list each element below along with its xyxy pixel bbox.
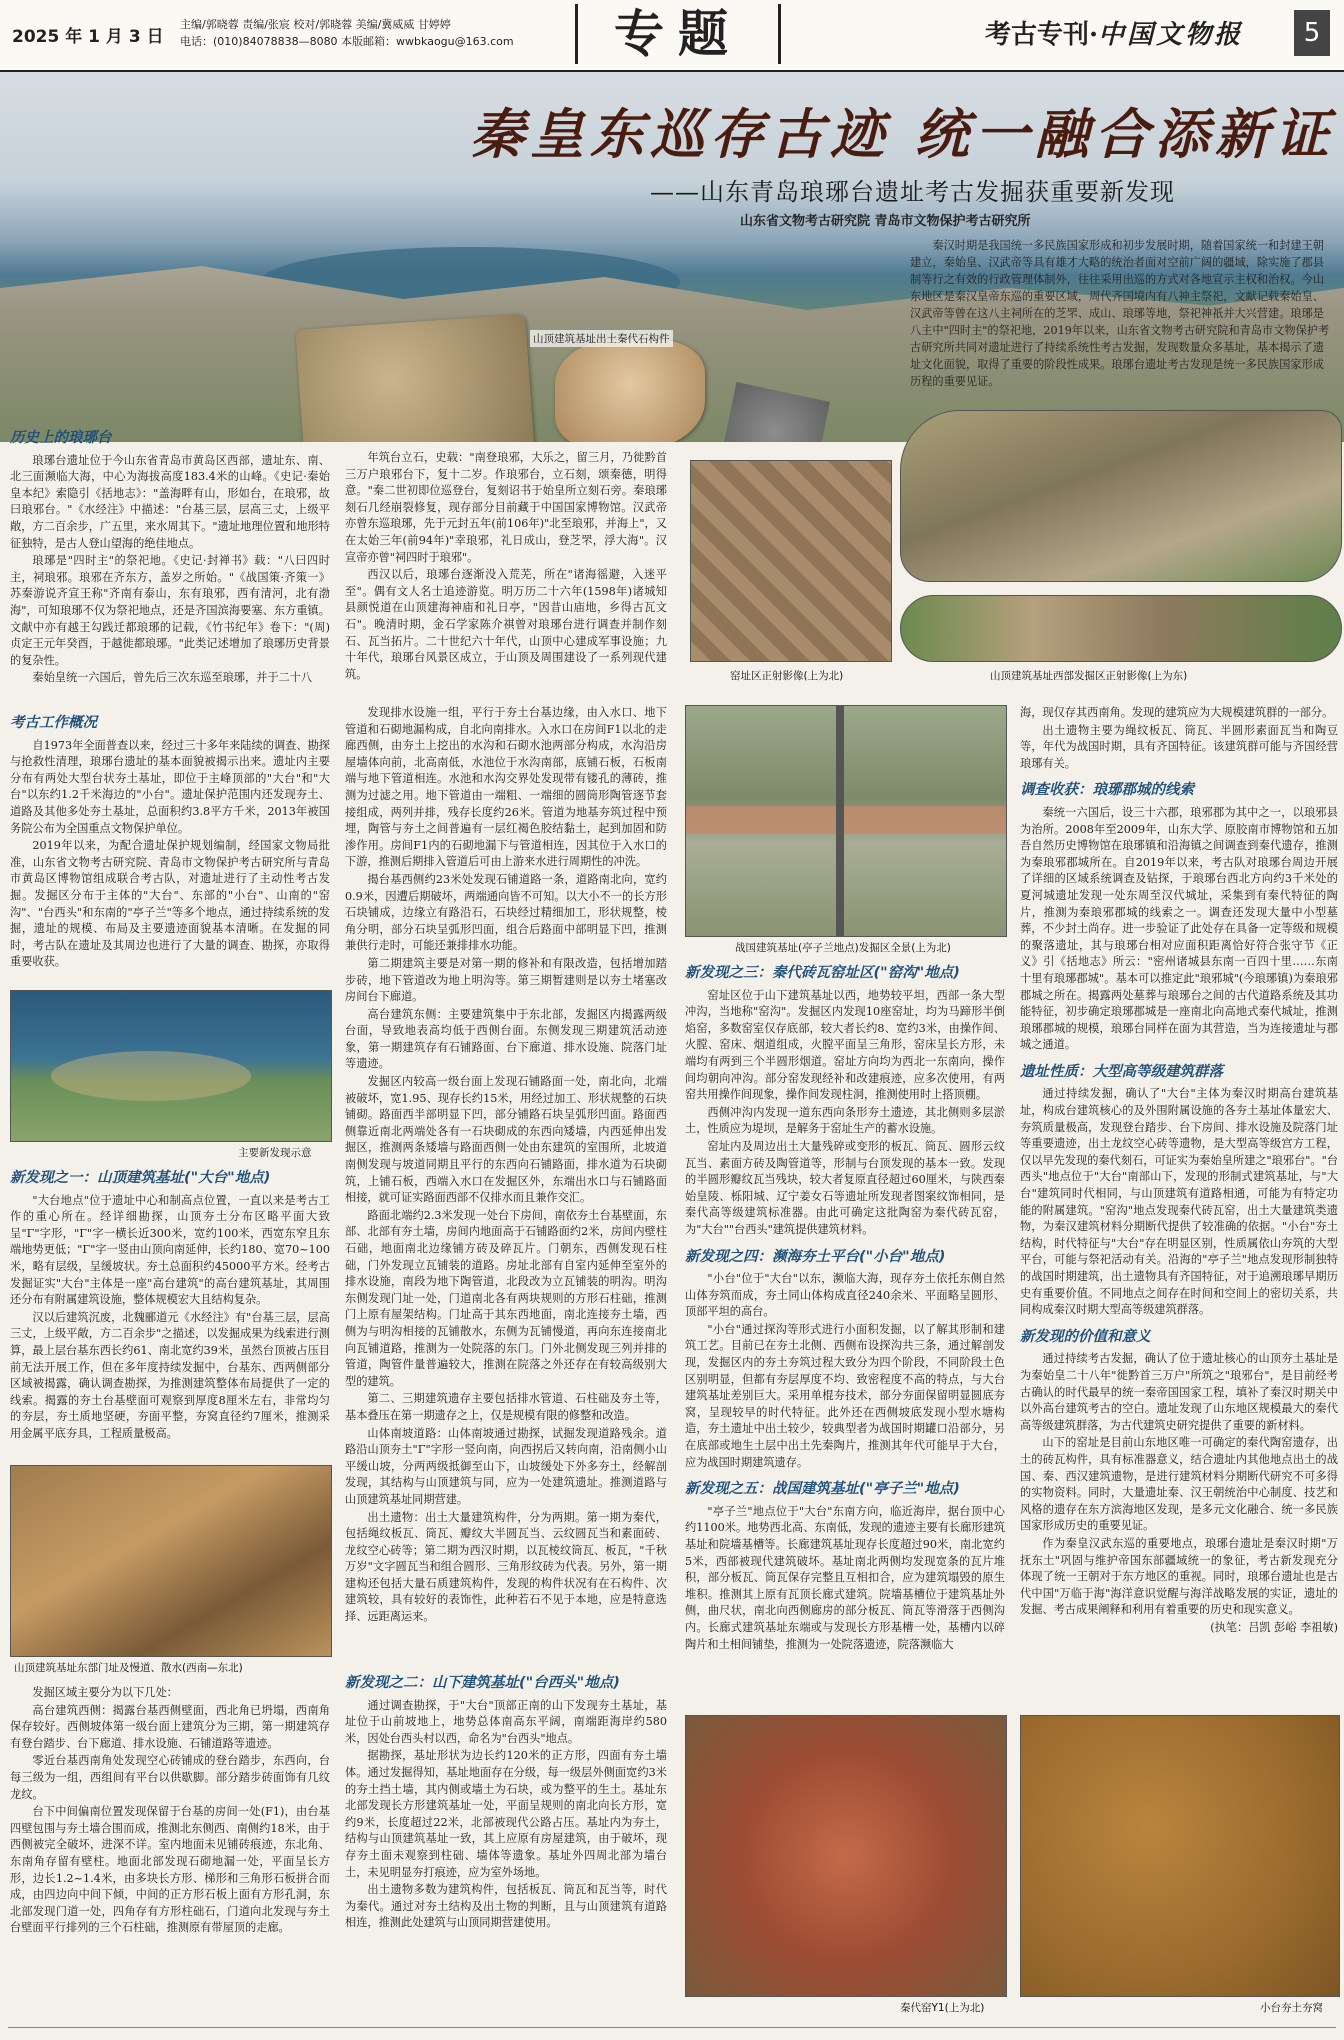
xiaotai-rammed-earth-photo (1020, 1715, 1340, 1997)
paragraph: 高台建筑东侧：主要建筑集中于东北部，发掘区内揭露两级台面，导致地表高均低于西侧台面。东侧发现三期建筑活动迹象，第一期建筑存有石铺路面、台下廊道、排水设施、院落门址等遗迹。 (345, 1007, 667, 1071)
west-excavation-photo-2 (900, 595, 1342, 662)
paragraph: 山下的窑址是目前山东地区唯一可确定的秦代陶窑遗存，出土的砖瓦构件，具有标准器意义，结合遗址内其他地点出土的战国、秦、西汉建筑遗物，是进行建筑材料分期断代研究不可多得的实物资料。同时，大量遗址秦、汉王朝统治中心制度、技艺和风格的遗存在东方滨海地区发现，是多元文化融合、统一多民族国家形成历史的重要见证。 (1020, 1436, 1338, 1533)
paragraph: "小台"通过探沟等形式进行小面积发掘，以了解其形制和建筑工艺。目前已在夯土北侧、西侧布设探沟共三条，通过解剖发现，发掘区内的夯土夯筑过程大致分为四个阶段，不同阶段土色区别明显，但都有夯层厚度不均、致密程度不高的特点，与大台建筑基址差别巨大。采用单棍夯技术，部分夯面保留明显圆底夯窝，呈现较早的时代特征。此外还在西侧坡底发现小型水塘构造，夯土遗址中出土较少，较典型者为战国时期罐口沿部分，另在底部或地生土层中出土先秦陶片，推测其年代可能早于大台，应为战国时期建筑遗存。 (685, 1322, 1005, 1469)
headline: 秦皇东巡存古迹 统一融合添新证 (470, 102, 1335, 166)
heading-new5: 新发现之五：战国建筑基址("亭子兰"地点) (685, 1481, 960, 1498)
paragraph: 窑址内及周边出土大量残碎或变形的板瓦、筒瓦、圆形云纹瓦当、素面方砖及陶管道等，形制与台顶发现的基本一致。发现的半圆形瓣纹瓦当残块，较大者复原直径超过60厘米，与陕西秦始皇陵、栎阳城、辽宁姜女石等遗址所发现者图案纹饰相同，是秦代高等级建筑标准器。由此可确定这批陶窑为秦代砖瓦窑，为"大台""台西头"建筑提供建筑材料。 (685, 1139, 1005, 1236)
paragraph: 高台建筑西侧：揭露台基西侧壁面，西北角已坍塌，西南角保存较好。西侧坡体第一级台面上建筑分为三期，第一期建筑存有登台踏步、台下廊道、排水设施、石铺道路等遗迹。 (10, 1703, 330, 1750)
heading-work: 考古工作概况 (10, 715, 97, 731)
special-edition-label: 考古专刊· (985, 20, 1099, 50)
paragraph: 海，现仅存其西南角。发现的建筑应为大规模建筑群的一部分。 (1020, 706, 1334, 719)
column-1 (10, 420, 330, 710)
byline: (执笔：吕凯 彭峪 李祖敏) (1210, 1620, 1338, 1634)
caption-east-gate: 山顶建筑基址东部门址及慢道、散水(西南—东北) (14, 1662, 243, 1674)
masthead-brand (985, 14, 1243, 51)
paragraph: 揭台基西侧约23米处发现石铺道路一条，道路南北向，宽约0.9米，因遭后期破坏，两端通向皆不可知。以大小不一的长方形石块铺成，边缘立有路沿石，石块经过精细加工，形状规整，棱角分明，部分石块呈弧形凹面，组合后路面中部明显下凹，推测兼供行走时，可能还兼排排水功能。 (345, 872, 667, 953)
paragraph: 发现排水设施一组，平行于夯土台基边缘，由入水口、地下管道和石砌地漏构成，自北向南排水。入水口在房间F1以北的走廊西侧，由夯土上挖出的水沟和石砌水池两部分构成，水沟沿房屋墙体向前，北高南低，水池位于水沟南部，底铺石板，石板南端与地下管道相连。水池和水沟交界处发现带有镂孔的薄砖，推测为过滤之用。地下管道由一端粗、一端细的圆筒形陶管逐节套接组成，两列并排，残存长度约26米。管道为地基夯筑过程中预埋，陶管与夯土之间普遍有一层红褐色胶结黏土，起到加固和防渗作用。房间F1内的石砌地漏下与管道相连，因其位于入水口的下游，推测后期排入管道后可由上游来水进行周期性的冲洗。 (345, 706, 667, 869)
masthead (0, 0, 1344, 73)
paragraph: 秦统一六国后，设三十六郡，琅邪郡为其中之一，以琅邪县为治所。2008年至2009年，山东大学、原胶南市博物馆和五加吾自然历史博物馆在琅琊镇和沿海镇之间调查到秦代遗存，推测为秦琅邪郡城所在。自2019年以来，考古队对琅琊台周边开展了详细的区域系统调查及钻探，于琅琊台西北方向约3千米处的夏河城遗址发现一处东周至汉代城址，采集到有秦代特征的陶片，推测为秦琅邪郡城的线索之一。调查还发现大量中小型墓葬，不少封土尚存。进一步验证了此处存在具备一定等级和规模的聚落遗址，其与琅琊台相对应面积距离恰好符合张守节《正义》引《括地志》所云："密州诸城县东南一百四十里……东南十里有琅琊郡城"。基本可以推定此"琅邪城"(今琅琊镇)为秦琅邪郡城之所在。揭露两处墓葬与琅琊台之间的古代道路系统及其功能特征，初步确定琅琊郡城是一座南北向高地式秦代城址，推测琅琊郡城的规模，琅琊台同样在面为其营造，当为连接遗址与郡城之通道。 (1020, 805, 1338, 1052)
column-1-new1 (10, 1160, 330, 1460)
paragraph: 秦始皇统一六国后，曾先后三次东巡至琅琊，并于二十八 (32, 671, 313, 685)
footer-rule (8, 2027, 1336, 2028)
west-excavation-photo-1 (900, 410, 1342, 582)
paragraph: 发掘区域主要分为以下几处： (32, 1686, 178, 1699)
paragraph: 汉以后建筑沉废，北魏郦道元《水经注》有"台基三层，层高三丈，上级平敞，方二百余步"之描述，以发掘成果为线索进行测算，最上层台基东西长约61、南北宽约39米，虽然台顶被占压目前无法开展工作，但在多年度持续发掘中，台基东、西两侧部分区域被揭露，确认调查勘探，为推测建筑整体布局提供了一定的线索。揭露的夯土台基壁面可观察到厚度8厘米左右，非常均匀的夯层，夯土质地坚硬，夯面平整，夯窝直径约7厘米，推测采用金属平底夯具，工程质量极高。 (10, 1310, 330, 1440)
newspaper-name: 中国文物报 (1098, 20, 1244, 50)
paragraph: 发掘区内较高一级台面上发现石铺路面一处，南北向，北端被破坏，宽1.95、现存长约15米，用经过加工、形状规整的石块铺砌。路面西半部明显下凹，部分铺路石块呈弧形凹面。路面西侧靠近南北两端处各有一石块砌成的东西向矮墙，内西延伸出发掘区，推测两条矮墙与路面西侧一处由东建筑的室围所，北坡道南侧发现与坡道同期且平行的东西向石铺路面，排水道为石块砌筑，上铺石板，西端入水口在发掘区外，东端出水口与石铺路面相接，就可证实路面西部不仅排水而且兼作交汇。 (345, 1075, 667, 1205)
paragraph: 第二期建筑主要是对第一期的修补和有限改造，包括增加踏步砖，地下管道改为地上明沟等。第三期暂建则是以夯土堵塞改房间台下廊道。 (345, 956, 667, 1004)
paragraph: 第二、三期建筑遗存主要包括排水管道、石柱础及夯土等，基本叠压在第一期遗存之上，仅是规模有限的修整和改造。 (345, 1392, 667, 1422)
paragraph: 窑址区位于山下建筑基址以西，地势较平坦，西部一条大型冲沟，当地称"窑沟"。发掘区内发现10座窑址，均为马蹄形半倒焰窑，多数窑室仅存底部，较大者长约8、宽约3米，由操作间、火膛、窑床、烟道组成，火膛平面呈三角形，窑床呈长方形，未端均有两到三个半圆形烟道。窑址方向均为西北一东南向，操作间均朝向冲沟。部分窑发现经补和改建痕迹，应多次使用，有两窑共用操作间现象，操作间发现柱洞，推测使用时上搭顶棚。 (685, 988, 1005, 1102)
heading-history: 历史上的琅琊台 (10, 430, 112, 446)
caption-stone-component: 山顶建筑基址出土秦代石构件 (530, 330, 673, 347)
column-2-new2 (345, 1665, 667, 2020)
caption-site-map: 主要新发现示意 (238, 1147, 312, 1159)
paragraph: 出土遗物：出土大量建筑构件，分为两期。第一期为秦代，包括绳纹板瓦、筒瓦、瓣纹大半圆瓦当、云纹圆瓦当和素面砖、龙纹空心砖等；第二期为西汉时期，以瓦棱纹筒瓦、板瓦，"千秋万岁"文字圆瓦当和组合圆形、三角形纹砖为代表。另外，第一期建构还包括大量石质建筑构件，发现的构件状况有在石构件、次建筑较，具有较好的表饰性，此种若石不见于本地，应是特意选择、远距离运来。 (345, 1510, 667, 1624)
paragraph: 年筑台立石，史载："南登琅邪，大乐之，留三月，乃徙黔首三万户琅邪台下，复十二岁。作琅邪台，立石刻，颂秦德，明得意。"秦二世初即位巡登台，复刻诏书于始皇所立刻石旁。秦琅琊刻石几经崩裂修复，现存部分目前藏于中国国家博物馆。汉武帝亦曾东巡琅琊，先于元封五年(前106年)"北至琅邪，并海上"，又在太始三年(前94年)"幸琅邪，礼日成山，登芝罘，浮大海"。汉宣帝亦曾"祠四时于琅邪"。 (345, 451, 667, 564)
paragraph: 西汉以后，琅琊台逐渐没入荒芜，所在"诸海徭避，入迷平至"。偶有文人名士追迹游览。明万历二十六年(1598年)诸城知县颜悦道在山顶建海神庙和礼日亭，"因昔山庙地，乡得古瓦文石"。晚清时期，金石学家陈介祺曾对琅琊台进行调查并制作刻石、瓦当拓片。二十世纪六十年代，山顶中心建成军事设施；九十年代，琅琊台风景区成立，于山顶及周围建设了一系列现代建筑。 (345, 568, 667, 681)
paragraph: 路面北端约2.3米发现一处台下房间，南依夯土台基壁面，东部、北部有夯土墙，房间内地面高于石铺路面约2米，房间内壁柱石础，地面南北边缘铺方砖及碎瓦片。门朝东，西侧发现石柱础，门外发现立瓦铺装的道路。房址北部有自室内延伸至室外的排水设施，南段为地下陶管道，北段改为立瓦铺装的明沟。明沟东侧发现门址一处，门道南北各有两块规则的方形石柱础，推测门上原有屋架结构。门址高于其东西地面，南北连接夯土墙，西侧为与明沟相接的瓦铺散水，东侧为瓦铺慢道，再向东连接南北向瓦铺道路，推测为一处院落的东门。门外北侧发现三列并排的管道，陶管件量普遍较大，推测在院落之外还存在有较高级别大型的建筑。 (345, 1208, 667, 1388)
heading-new3: 新发现之三：秦代砖瓦窑址区("窑沟"地点) (685, 965, 960, 981)
heading-survey: 调查收获：琅琊郡城的线索 (1020, 782, 1194, 799)
heading-nature: 遗址性质：大型高等级建筑群落 (1020, 1063, 1223, 1080)
paragraph: 琅琊台遗址位于今山东省青岛市黄岛区西部，遗址东、南、北三面濒临大海，中心为海拔高度183.4米的山峰。《史记·秦始皇本纪》索隐引《括地志》："盖海畔有山，形如台，在琅邪，故曰琅邪台。"《水经注》中描述："台基三层，层高三丈，上级平敞，方二百余步，广五里，来水周其下。"遗址地理位置和地形特征独特，是古人登山望海的绝佳地点。 (10, 453, 330, 550)
caption-kiln-ortho: 窑址区正射影像(上为北) (730, 670, 844, 682)
column-2 (345, 705, 667, 1665)
staff-line-1: 主编/郭晓蓉 责编/张宸 校对/郭晓蓉 美编/冀威威 甘婷婷 (180, 18, 451, 31)
column-1-bottom (10, 1685, 330, 2015)
section-title: 专题 (575, 4, 781, 64)
site-map-photo (10, 990, 332, 1142)
paragraph: 通过持续考古发掘，确认了位于遗址核心的山顶夯土基址是为秦始皇二十八年"徙黔首三万户"所筑之"琅邪台"，是目前经考古确认的时代最早的统一秦帝国国家工程，填补了秦汉时期关中以外高台建筑考古的空白。遗址发现了山东地区规模最大的秦代高等级建筑群落，为古代建筑史研究提供了重要的新材料。 (1020, 1352, 1338, 1432)
hero-aerial-photo (0, 72, 1344, 442)
paragraph: 自1973年全面普查以来，经过三十多年来陆续的调查、勘探与抢救性清理，琅琊台遗址的基本面貌被揭示出来。遗址内主要分布有两处大型台状夯土基址，即位于主峰顶部的"大台"和"大台"以东约1.2千米海边的"小台"。遗址保护范围内还发现夯土、道路及其他多处夯土基址，总面积约3.8平方千米，2013年被国务院公布为全国重点文物保护单位。 (10, 738, 330, 835)
paragraph: 出土遗物主要为绳纹板瓦、筒瓦、半圆形素面瓦当和陶豆等，年代为战国时期，具有齐国特征。该建筑群可能与齐国经营琅琊有关。 (1020, 723, 1338, 770)
paragraph: 通过持续发掘，确认了"大台"主体为秦汉时期高台建筑基址，构成台建筑核心的及外围附属设施的各夯土基址体量宏大、夯筑质量极高，发现登台踏步、台下房间、排水设施及院落门址等重要遗迹，出土龙纹空心砖等遗物，是大型高等级宫方工程，仅以早先发现的秦代刻石，可证实为秦始皇所建之"琅邪台"。"台西头"地点位于"大台"南部山下，发现的形制式建筑基址，与"大台"建筑同时代相同，与山顶建筑有道路相通，可能为有特定功能的附属建筑。"窑沟"地点发现秦代砖瓦窑，出土大量建筑类遗物，为秦汉建筑材料分期断代提供了较准确的依据。"小台"夯土结构，时代特征与"大台"存在明显区别，性质属依山夯筑的大型平台，可能与祭祀活动有关。沿海的"亭子兰"地点发现形制独特的战国时期建筑，出土遗物具有齐国特征，对于追溯琅琊早期历史有重要价值。不同地点之间存在时间和空间上的密切关系，共同构成秦汉时期大型高等级建筑群落。 (1020, 1087, 1338, 1317)
subheadline: ——山东青岛琅琊台遗址考古发掘获重要新发现 (650, 178, 1175, 206)
heading-new4: 新发现之四：濒海夯土平台("小台"地点) (685, 1248, 946, 1265)
paragraph: 据勘探，基址形状为边长约120米的正方形，四面有夯土墙体。通过发掘得知，基址地面存在分级，每一级层外侧面宽约3米的夯土挡土墙，其内侧或墙土为石块，或为整平的生土。基址东北部发现长方形建筑基址一处，平面呈规则的南北向长方形，宽约9米，长度超过22米，北部被现代公路占压。基址内为夯土，结构与山顶建筑基址一致，其上应原有房屋建筑，由于破坏，现存夯土面未观察到柱础、墙体等遗象。基址外四周北部为墙台土，未见明显夯打痕迹，应为室外场地。 (345, 1749, 667, 1879)
issue-date: 2025 年 1 月 3 日 (12, 27, 164, 47)
heading-new1: 新发现之一：山顶建筑基址("大台"地点) (10, 1170, 271, 1186)
heading-value: 新发现的价值和意义 (1020, 1328, 1151, 1345)
paragraph: 琅琊是"四时主"的祭祀地。《史记·封禅书》载："八曰四时主，祠琅邪。琅邪在齐东方，盖岁之所始。"《战国策·齐策一》苏秦游说齐宣王称"齐南有泰山，东有琅邪，西有清河，北有渤海"，可知琅琊不仅为祭祀地点，还是齐国滨海要塞、东方重镇。文献中亦有越王勾践迁都琅琊的记载，《竹书纪年》卷下："(周)贞定王元年癸酉，于越徙都琅琊。"此类记述增加了琅琊历史背景的复杂性。 (10, 554, 330, 667)
column-2-top (345, 450, 667, 690)
caption-tingzilan: 战国建筑基址(亭子兰地点)发掘区全景(上为北) (735, 942, 951, 954)
caption-kiln-y1: 秦代窑Y1(上为北) (900, 2002, 985, 2014)
kiln-y1-photo (685, 1715, 1007, 1997)
staff-line-2: 电话：(010)84078838—8080 本版邮箱：wwbkaogu@163.com (180, 35, 514, 48)
east-gate-photo (10, 1465, 332, 1657)
paragraph: 作为秦皇汉武东巡的重要地点，琅琊台遗址是秦汉时期"万抚东土"巩固与维护帝国东部疆域统一的象征，考古新发现充分体现了统一王朝对于东方地区的重视。同时，琅琊台遗址也是古代中国"万临于海"海洋意识觉醒与海洋战略发展的实证，遗址的发掘、考古成果阐释和利用有着重要的历史和现实意义。 (1020, 1536, 1338, 1617)
paragraph: "亭子兰"地点位于"大台"东南方向，临近海岸，据台顶中心约1100米。地势西北高、东南低，发现的遗迹主要有长廊形建筑基址和院墙基槽等。长廊建筑基址现存长度超过90米，南北宽约5米，西部被现代建筑破坏。基址南北两侧均发现宽条的瓦片堆积，部分板瓦、筒瓦保存完整且互相扣合，应为建筑塌毁的原生堆积。推测其上原有瓦顶长廊式建筑。院墙基槽位于建筑基址外侧，曲尺状，南北向西侧廊房的部分板瓦、筒瓦等滑落于西侧沟内。长廊式建筑基址东端或与发现长方形基槽一处，基槽内以碎陶片和土相间铺垫，推测为一处院落遗迹，院落濒临大 (685, 1504, 1005, 1651)
caption-xiaotai: 小台夯土夯窝 (1260, 2002, 1323, 2014)
paragraph: "大台地点"位于遗址中心和制高点位置，一直以来是考古工作的重心所在。经详细勘探，山顶夯土分布区略平面大致呈"Γ"字形，"Γ"字一横长近300米，宽约100米，西宽东窄且东端地势更低；"Γ"字一竖由山顶向南延伸，长约180、宽70~100米，略有层级，呈缓坡状。夯土总面积约45000平方米。经考古发掘证实"大台"主体是一座"高台建筑"的高台建筑基址，其周围还分布有附属建筑设施，整体规模宏大且结构复杂。 (10, 1193, 330, 1307)
column-3 (685, 955, 1005, 1700)
stone-component-artifact (555, 340, 705, 442)
dragon-brick-artifact (295, 314, 534, 442)
page-number: 5 (1294, 10, 1330, 56)
tingzilan-aerial-photo (685, 705, 1007, 937)
paragraph: 2019年以来，为配合遗址保护规划编制，经国家文物局批准，山东省文物考古研究院、青岛市文物保护考古研究所与青岛市黄岛区博物馆组成联合考古队，对遗址进行了主动性考古发掘。发掘区分布于主体的"大台"、东部的"小台"、山南的"窑沟"、"台西头"和东南的"亭子兰"等多个地点，通过持续系统的发掘，遗址的规模、布局及主要遗迹面貌基本清晰。在发掘的同时，考古队在遗址及其周边也进行了大量的调查、勘探，亦取得重要收获。 (10, 839, 330, 969)
column-1-work (10, 705, 330, 985)
column-4 (1020, 705, 1338, 1710)
paragraph: 零近台基西南角处发现空心砖铺成的登台踏步，东西向，台每三级为一组，西组间有平台以供歇脚。部分踏步砖面饰有几纹龙纹。 (10, 1754, 330, 1801)
staff-info (180, 16, 514, 50)
heading-new2: 新发现之二：山下建筑基址("台西头"地点) (345, 1675, 620, 1691)
kiln-ortho-photo (690, 460, 892, 662)
authors: 山东省文物考古研究院 青岛市文物保护考古研究所 (740, 214, 1031, 229)
paragraph: 山体南坡道路：山体南坡通过勘探，试掘发现道路残余。道路沿山顶夯土"Γ"字形一竖向南，向西拐后又转向南，沿南侧小山平缓山坡，分两两级抵御至山下，山坡缓处下外多夯土，经解剖发现，其结构与山顶建筑与同，应为一处建筑遗址。推测道路与山顶建筑基址同期营建。 (345, 1426, 667, 1506)
paragraph: "小台"位于"大台"以东，濒临大海，现存夯土依托东侧自然山体夯筑而成，夯土同山体构成直径240余米、平面略呈圆形、顶部平坦的高台。 (685, 1272, 1005, 1319)
paragraph: 台下中间偏南位置发现保留于台基的房间一处(F1)，由台基四壁包围与夯土墙合围而成，推测北东侧西、南侧约18米，由于西侧被完全破坏，进深不详。室内地面未见铺砖痕迹，东北角、东南角存留有壁柱。地面北部发现石砌地漏一处，平面呈长方形，边长1.2~1.4米，由多块长方形、梯形和三角形石板拼合而成，由四边向中间下倾，中间的正方形石板上面有方形孔洞，东北部发现门道一处，四角存有方形柱础石，门道向北发现与夯土台壁面平行排列的三个石柱础，推测原有带屋顶的走廊。 (10, 1805, 330, 1935)
intro-paragraph: 秦汉时期是我国统一多民族国家形成和初步发展时期，随着国家统一和封建王朝建立，秦始皇、汉武帝等具有雄才大略的统治者面对空前广阔的疆域，除实施了郡县制等行之有效的行政管理体制外，往往采用出巡的方式对各地宣示主权和治权。今山东地区是秦汉皇帝东巡的重要区域，周代齐国境内有八神主祭祀，文献记载秦始皇、汉武帝等曾在这八主祠所在的芝罘、成山、琅琊等地，祭祀神祇并大兴营建。琅琊是八主中"四时主"的祭祀地，2019年以来，山东省文物考古研究院和青岛市文物保护考古研究所共同对遗址进行了持续系统性考古发掘，发现数量众多基址，基本揭示了遗址文化面貌，取得了重要的阶段性成果。琅琊台遗址考古发现是统一多民族国家形成历程的重要见证。 (910, 239, 1330, 388)
paragraph: 出土遗物多数为建筑构件，包括板瓦、筒瓦和瓦当等，时代为秦代。通过对夯土结构及出土物的判断，且与山顶建筑有道路相连，推测此处建筑与山顶同期营建使用。 (345, 1883, 667, 1930)
paragraph: 通过调查勘探，于"大台"顶部正南的山下发现夯土基址，基址位于山前坡地上，地势总体南高东平阔，南端距海岸约580米，因处台西头村以西，命名为"台西头"地点。 (345, 1698, 667, 1745)
paragraph: 西侧冲沟内发现一道东西向条形夯土遗迹，其北侧则多层淤土，性质应为堤坝，是解务于窑址生产的蓄水设施。 (685, 1105, 1005, 1136)
caption-west-excavation: 山顶建筑基址西部发掘区正射影像(上为东) (990, 670, 1188, 682)
